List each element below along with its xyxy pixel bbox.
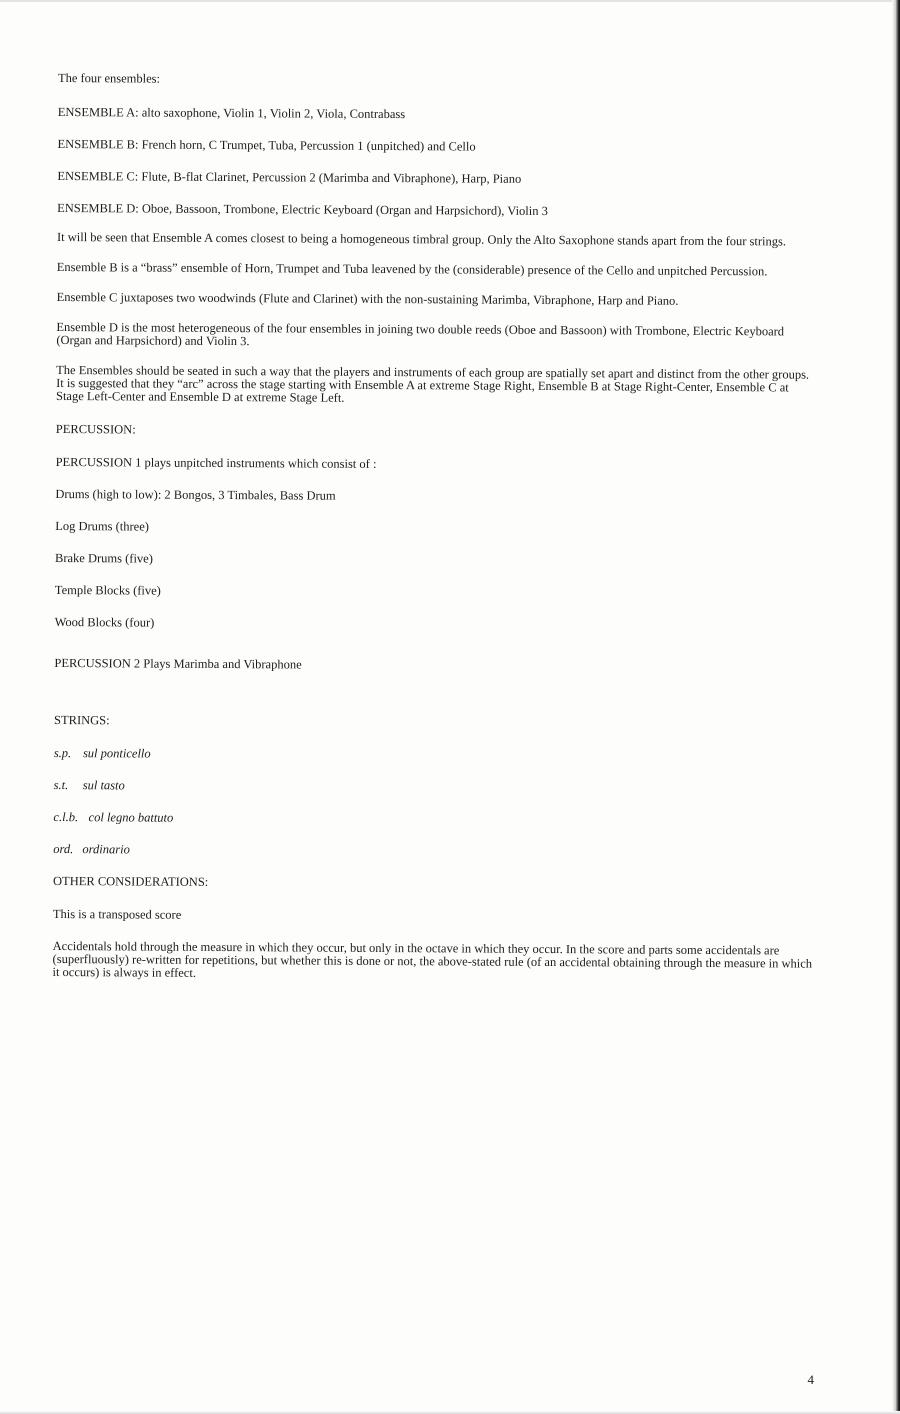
page-top-edge xyxy=(0,0,900,2)
percussion-1-intro: PERCUSSION 1 plays unpitched instruments which consist of : xyxy=(55,454,377,471)
ensemble-c-description: Ensemble C juxtaposes two woodwinds (Flute and Clarinet) with the non-sustaining Marimba, Vibraphone, Harp and Piano. xyxy=(56,289,679,308)
percussion-1-item: Drums (high to low): 2 Bongos, 3 Timbales, Bass Drum xyxy=(55,486,336,503)
document-body xyxy=(52,72,818,1001)
percussion-1-item: Log Drums (three) xyxy=(55,518,150,534)
page-right-edge-shadow xyxy=(892,0,900,1414)
string-term xyxy=(54,747,814,765)
string-term-abbr: s.p. xyxy=(53,745,72,761)
string-term-meaning: col legno battuto xyxy=(88,810,174,825)
ensembles-intro: The four ensembles: xyxy=(57,71,161,86)
seating-description: The Ensembles should be seated in such a way that the players and instruments of each group are spatially set apart and distinct from the other groups. It is suggested that they “arc” across the stage starting with Ensemble A at extreme Stage Right, Ensemble B at Stage Right-Center, Ensemble C at Stage Left-Center and Ensemble D at extreme Stage Left. xyxy=(55,362,810,405)
ensemble-a-description: It will be seen that Ensemble A comes closest to being a homogeneous timbral group. Only the Alto Saxophone stands apart from the four strings. xyxy=(56,229,787,249)
percussion-1-item: Brake Drums (five) xyxy=(54,550,153,566)
strings-heading: STRINGS: xyxy=(53,712,110,728)
string-term-abbr: c.l.b. xyxy=(53,809,79,825)
ensemble-b-description: Ensemble B is a “brass” ensemble of Horn, Trumpet and Tuba leavened by the (considerable) presence of the Cello and unpitched Percussion. xyxy=(56,259,768,279)
ensemble-a-line: ENSEMBLE A: alto saxophone, Violin 1, Violin 2, Viola, Contrabass xyxy=(57,104,406,122)
ensemble-b-line: ENSEMBLE B: French horn, C Trumpet, Tuba, Percussion 1 (unpitched) and Cello xyxy=(57,136,476,154)
accidentals-note: Accidentals hold through the measure in which they occur, but only in the octave in which they occur. In the score and parts some accidentals are (superfluously) re-written for repetitions, but whether this is done or not, the above-stated rule (of an accidental obtaining through the measure in which it occurs) is always in effect. xyxy=(52,938,813,980)
string-term xyxy=(54,779,814,797)
string-term-abbr: s.t. xyxy=(53,777,69,793)
string-term xyxy=(53,811,813,829)
string-term-meaning: sul ponticello xyxy=(82,746,151,761)
ensemble-d-description: Ensemble D is the most heterogeneous of the four ensembles in joining two double reeds (Oboe and Bassoon) with Trombone, Electric Keyboard (Organ and Harpsichord) and Violin 3. xyxy=(56,319,785,349)
string-term-meaning: ordinario xyxy=(82,842,130,857)
string-term-abbr: ord. xyxy=(53,841,74,857)
percussion-heading: PERCUSSION: xyxy=(55,421,136,437)
percussion-2-line: PERCUSSION 2 Plays Marimba and Vibraphone xyxy=(54,655,302,672)
string-term-meaning: sul tasto xyxy=(82,778,125,793)
ensemble-c-line: ENSEMBLE C: Flute, B-flat Clarinet, Percussion 2 (Marimba and Vibraphone), Harp, Piano xyxy=(57,168,522,186)
ensemble-d-line: ENSEMBLE D: Oboe, Bassoon, Trombone, Electric Keyboard (Organ and Harpsichord), Violin 3 xyxy=(57,200,548,218)
percussion-1-item: Temple Blocks (five) xyxy=(54,582,161,598)
string-term xyxy=(53,843,813,861)
other-considerations-heading: OTHER CONSIDERATIONS: xyxy=(53,873,209,889)
page-number: 4 xyxy=(807,1372,814,1387)
percussion-1-item: Wood Blocks (four) xyxy=(54,614,155,630)
transposed-score-note: This is a transposed score xyxy=(52,906,182,922)
